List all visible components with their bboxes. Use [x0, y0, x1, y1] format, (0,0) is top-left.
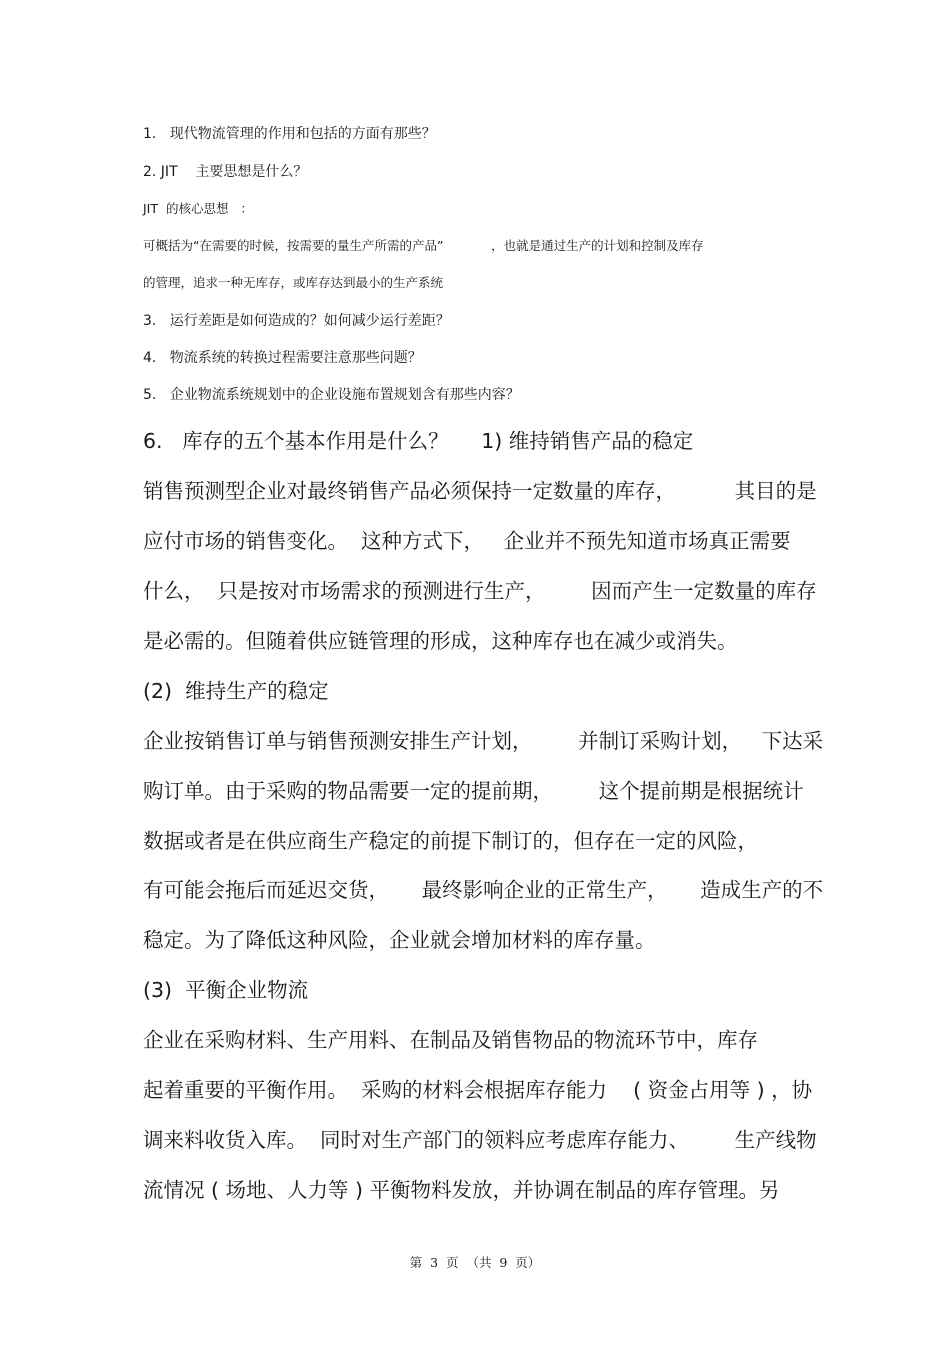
- question-2: 2. JIT 主要思想是什么？: [143, 164, 308, 180]
- paragraph-line: 稳定。为了降低这种风险，企业就会增加材料的库存量。: [143, 928, 656, 952]
- question-1: 1. 现代物流管理的作用和包括的方面有那些？: [143, 126, 436, 142]
- section-3-heading: (3) 平衡企业物流: [143, 978, 309, 1002]
- paragraph-line: 购订单。由于采购的物品需要一定的提前期， 这个提前期是根据统计: [143, 779, 804, 803]
- page-number-footer: 第 3 页 （共 9 页）: [409, 1255, 541, 1270]
- paragraph-line: 什么， 只是按对市场需求的预测进行生产， 因而产生一定数量的库存: [143, 579, 817, 603]
- question-3: 3. 运行差距是如何造成的？如何减少运行差距？: [143, 313, 450, 329]
- jit-core-text-line: 可概括为“在需要的时候，按需要的量生产所需的产品” ，也就是通过生产的计划和控制及库存: [143, 238, 704, 253]
- question-5: 5. 企业物流系统规划中的企业设施布置规划含有那些内容？: [143, 387, 520, 403]
- jit-core-heading: JIT 的核心思想 ：: [143, 201, 253, 216]
- paragraph-line: 企业按销售订单与销售预测安排生产计划， 并制订采购计划， 下达采: [143, 729, 824, 753]
- paragraph-line: 有可能会拖后而延迟交货， 最终影响企业的正常生产， 造成生产的不: [143, 878, 824, 902]
- question-6-heading: 6. 库存的五个基本作用是什么？ 1) 维持销售产品的稳定: [143, 429, 694, 453]
- paragraph-line: 数据或者是在供应商生产稳定的前提下制订的，但存在一定的风险，: [143, 829, 758, 853]
- paragraph-line: 是必需的。但随着供应链管理的形成，这种库存也在减少或消失。: [143, 629, 738, 653]
- section-2-heading: (2) 维持生产的稳定: [143, 679, 329, 703]
- jit-core-text-line: 的管理，追求一种无库存，或库存达到最小的生产系统: [143, 275, 444, 290]
- paragraph-line: 调来料收货入库。 同时对生产部门的领料应考虑库存能力、 生产线物: [143, 1128, 817, 1152]
- paragraph-line: 销售预测型企业对最终销售产品必须保持一定数量的库存， 其目的是: [143, 479, 817, 503]
- question-4: 4. 物流系统的转换过程需要注意那些问题？: [143, 350, 422, 366]
- paragraph-line: 企业在采购材料、生产用料、在制品及销售物品的物流环节中，库存: [143, 1028, 758, 1052]
- paragraph-line: 起着重要的平衡作用。 采购的材料会根据库存能力 ( 资金占用等 ) ，协: [143, 1078, 813, 1102]
- paragraph-line: 应付市场的销售变化。 这种方式下， 企业并不预先知道市场真正需要: [143, 529, 791, 553]
- paragraph-line: 流情况 ( 场地、人力等 ) 平衡物料发放，并协调在制品的库存管理。另: [143, 1178, 780, 1202]
